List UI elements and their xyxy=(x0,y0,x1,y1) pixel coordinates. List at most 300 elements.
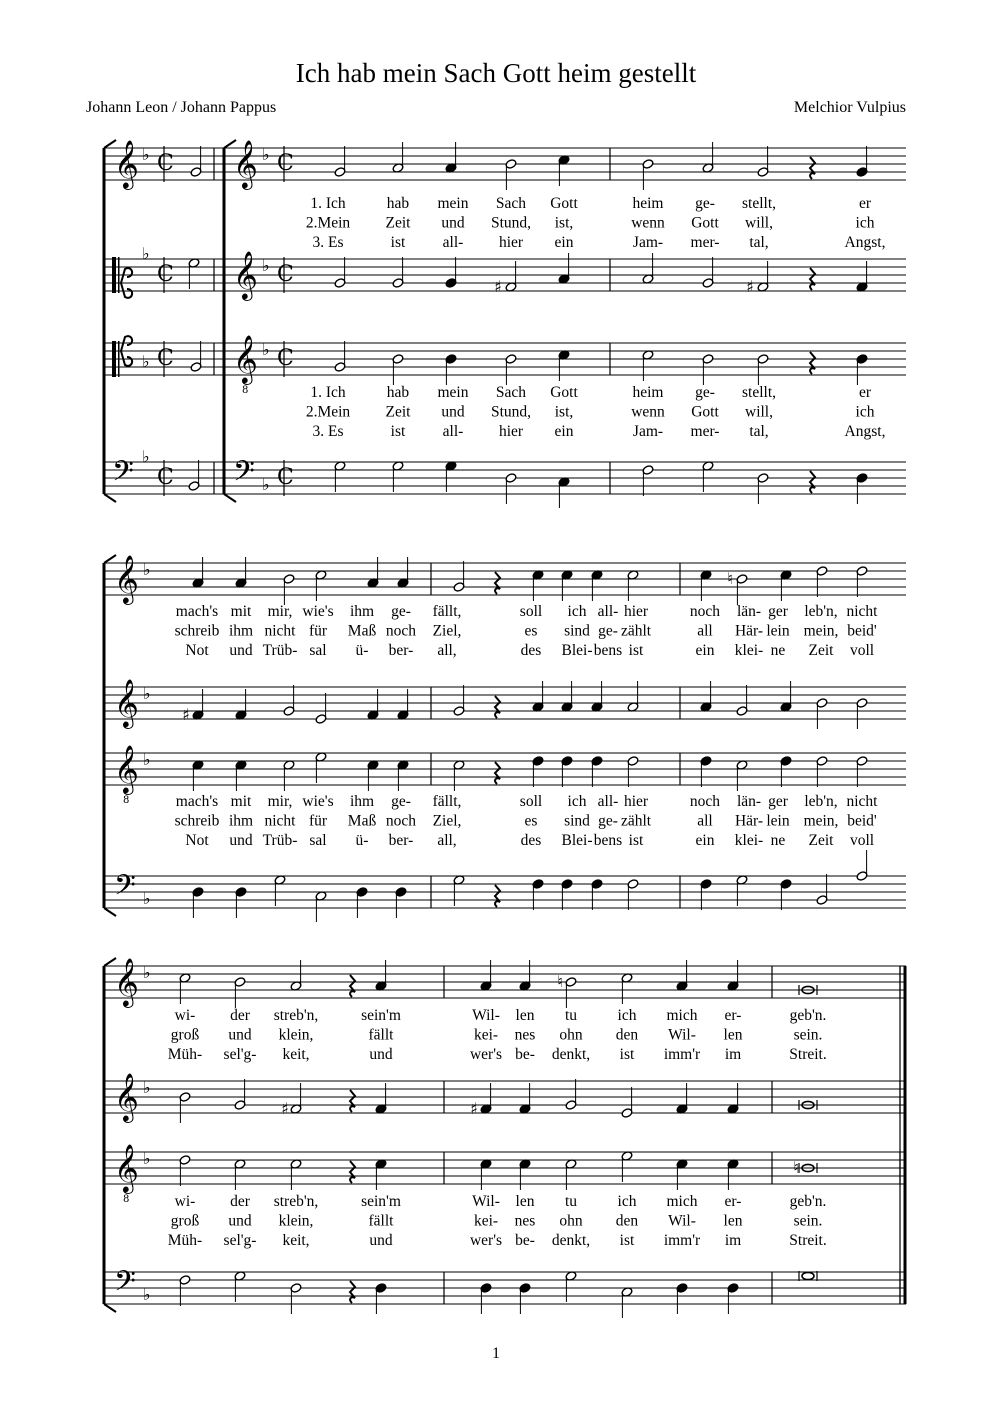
half-note xyxy=(334,146,346,177)
lyric-syllable: soll xyxy=(519,603,543,620)
quarter-note xyxy=(235,557,247,588)
svg-text:𝄞: 𝄞 xyxy=(114,139,139,188)
flat-key-signature: ♭ xyxy=(262,340,270,359)
lyric-syllable: noch xyxy=(689,793,721,810)
lyric-syllable: den xyxy=(615,1026,639,1044)
half-note xyxy=(642,253,654,284)
lyric-syllable: ich xyxy=(617,1193,637,1210)
sharp-sign: ♯ xyxy=(494,277,502,296)
lyric-syllable: Jam- xyxy=(632,234,664,251)
svg-text:C: C xyxy=(277,465,294,490)
half-note xyxy=(453,561,465,592)
sharp-sign: ♯ xyxy=(281,1099,289,1118)
svg-text:𝄞: 𝄞 xyxy=(233,334,258,383)
bracket-hook xyxy=(104,1304,116,1312)
lyric-syllable: mer- xyxy=(690,234,720,251)
lyric-syllable: mit xyxy=(230,603,252,620)
lyric-syllable: wer's xyxy=(469,1232,503,1249)
lyric-syllable: bens xyxy=(593,642,623,659)
lyric-syllable: groß xyxy=(170,1026,200,1044)
lyric-syllable: län- xyxy=(736,793,762,810)
lyric-syllable: keit, xyxy=(282,1046,310,1063)
quarter-note xyxy=(856,261,868,292)
lyric-syllable: es xyxy=(524,622,538,640)
lyric-syllable: Ziel, xyxy=(432,812,462,830)
lyric-syllable: 3. Es xyxy=(312,423,344,440)
lyric-syllable: ein xyxy=(695,832,715,849)
flat-key-signature: ♭ xyxy=(262,475,270,494)
half-note xyxy=(274,875,286,906)
lyric-syllable: hab xyxy=(386,384,410,401)
lyric-syllable: sal xyxy=(309,642,327,659)
lyric-syllable: im xyxy=(724,1232,742,1249)
quarter-note xyxy=(676,960,688,991)
lyric-syllable: län- xyxy=(736,603,762,620)
lyric-syllable: Blei- xyxy=(561,642,593,659)
half-note xyxy=(453,875,465,906)
half-note xyxy=(621,1087,633,1118)
lyric-syllable: noch xyxy=(385,622,417,640)
lyric-syllable: all- xyxy=(597,793,619,810)
half-note xyxy=(736,760,748,791)
lyric-syllable: streb'n, xyxy=(273,1193,319,1210)
quarter-note xyxy=(445,354,457,385)
lyric-syllable: Zeit xyxy=(385,403,411,421)
flat-key-signature: ♭ xyxy=(143,963,151,982)
lyric-syllable: Zeit xyxy=(808,642,834,659)
cut-time-signature xyxy=(277,460,294,496)
quarter-note xyxy=(445,461,457,492)
lyric-syllable: sal xyxy=(309,832,327,849)
lyric-syllable: hier xyxy=(498,423,524,440)
quarter-note xyxy=(480,960,492,991)
quarter-note xyxy=(591,756,603,787)
half-note xyxy=(856,698,868,729)
lyric-syllable: mich xyxy=(666,1193,698,1210)
sharp-sign: ♯ xyxy=(746,277,754,296)
quarter-note xyxy=(235,689,247,720)
lyric-syllable: mit xyxy=(230,793,252,810)
lyric-syllable: und xyxy=(229,642,253,659)
treble-clef xyxy=(114,554,139,605)
half-note xyxy=(736,574,748,605)
lyric-syllable: Gott xyxy=(550,195,578,212)
quarter-note xyxy=(591,681,603,712)
lyric-syllable: ge- xyxy=(391,603,411,620)
lyric-syllable: be- xyxy=(515,1232,535,1249)
lyric-syllable: nicht xyxy=(264,812,296,830)
lyric-syllable: mer- xyxy=(690,423,720,440)
sharp-sign: ♯ xyxy=(470,1099,478,1118)
lyric-syllable: fällt xyxy=(368,1212,394,1230)
lyric-syllable: zählt xyxy=(620,622,652,640)
svg-text:𝄞: 𝄞 xyxy=(233,139,258,188)
svg-text:𝄞: 𝄞 xyxy=(114,1072,139,1121)
bracket-hook xyxy=(224,494,236,502)
quarter-note xyxy=(727,960,739,991)
svg-text:C: C xyxy=(157,262,174,287)
quarter-note xyxy=(367,760,379,791)
half-note xyxy=(392,142,404,173)
treble-8-clef xyxy=(114,744,139,806)
half-note xyxy=(190,146,202,177)
lyric-syllable: mein, xyxy=(803,812,839,830)
half-note xyxy=(627,756,639,787)
natural-sign: ♮ xyxy=(557,972,563,991)
lyric-syllable: ihm xyxy=(349,603,375,620)
lyric-syllable: nicht xyxy=(846,603,878,620)
lyric-syllable: beid' xyxy=(847,622,877,640)
lyric-syllable: leb'n, xyxy=(804,793,838,810)
quarter-note xyxy=(397,557,409,588)
cut-time-signature xyxy=(157,146,174,182)
cut-time-signature xyxy=(157,341,174,377)
lyric-syllable: Angst, xyxy=(844,423,886,440)
quarter-note xyxy=(519,1283,531,1314)
lyric-syllable: mir, xyxy=(267,793,293,810)
quarter-note xyxy=(480,1159,492,1190)
half-note xyxy=(505,354,517,385)
lyric-syllable: nes xyxy=(514,1212,536,1230)
flat-key-signature: ♭ xyxy=(142,244,150,263)
lyric-syllable: voll xyxy=(849,832,875,849)
half-note xyxy=(702,354,714,385)
cut-time-signature xyxy=(277,146,294,182)
quarter-note xyxy=(397,760,409,791)
lyric-syllable: all, xyxy=(437,642,457,659)
quarter-note xyxy=(558,477,570,508)
half-note xyxy=(856,756,868,787)
quarter-note xyxy=(480,1283,492,1314)
quarter-note xyxy=(676,1159,688,1190)
half-note xyxy=(642,159,654,190)
lyric-syllable: 2.Mein xyxy=(305,403,351,421)
flat-key-signature: ♭ xyxy=(262,145,270,164)
lyric-syllable: für xyxy=(308,812,328,830)
lyric-syllable: wenn xyxy=(631,403,665,421)
quarter-note xyxy=(780,681,792,712)
svg-text:𝄢: 𝄢 xyxy=(114,869,136,909)
quarter-note xyxy=(591,570,603,601)
quarter-note xyxy=(780,879,792,910)
svg-text:𝄢: 𝄢 xyxy=(114,1265,136,1305)
lyric-syllable: imm'r xyxy=(663,1232,701,1249)
lyric-syllable: des xyxy=(520,642,542,659)
quarter-rest xyxy=(350,1281,355,1303)
quarter-note xyxy=(561,879,573,910)
half-note xyxy=(453,685,465,716)
lyric-syllable: und xyxy=(441,403,465,421)
lyric-syllable: ist xyxy=(390,234,406,251)
half-note xyxy=(757,473,769,504)
quarter-note xyxy=(480,1083,492,1114)
lyric-syllable: keit, xyxy=(282,1232,310,1249)
lyric-syllable: ihm xyxy=(349,793,375,810)
flat-key-signature: ♭ xyxy=(142,145,150,164)
lyric-syllable: Streit. xyxy=(789,1232,827,1249)
bracket-hook xyxy=(104,494,116,502)
lyric-syllable: ohn xyxy=(559,1212,583,1230)
half-note xyxy=(315,570,327,601)
lyric-syllable: hier xyxy=(498,234,524,251)
lyric-syllable: Jam- xyxy=(632,423,664,440)
lyric-syllable: ihm xyxy=(228,812,254,830)
lyric-syllable: Angst, xyxy=(844,234,886,251)
quarter-note xyxy=(532,681,544,712)
half-note xyxy=(816,698,828,729)
half-note xyxy=(315,891,327,922)
lyric-syllable: klein, xyxy=(278,1026,314,1044)
quarter-note xyxy=(397,689,409,720)
lyric-syllable: bens xyxy=(593,832,623,849)
half-note xyxy=(505,261,517,292)
lyric-syllable: ich xyxy=(855,214,875,232)
half-note xyxy=(627,570,639,601)
quarter-note xyxy=(700,879,712,910)
half-note xyxy=(234,1159,246,1190)
quarter-note xyxy=(780,570,792,601)
lyric-syllable: Maß xyxy=(347,812,377,830)
lyric-syllable: wi- xyxy=(174,1193,196,1210)
lyric-syllable: sel'g- xyxy=(223,1046,257,1063)
half-note xyxy=(702,142,714,173)
half-note xyxy=(283,760,295,791)
svg-text:C: C xyxy=(157,151,174,176)
lyric-syllable: kei- xyxy=(473,1212,499,1230)
lyric-syllable: schreib xyxy=(174,812,220,830)
half-note xyxy=(188,258,200,289)
lyric-syllable: len xyxy=(515,1007,535,1024)
svg-text:8: 8 xyxy=(123,1194,130,1205)
svg-text:𝄞: 𝄞 xyxy=(114,554,139,603)
lyric-syllable: noch xyxy=(385,812,417,830)
lyric-syllable: mich xyxy=(666,1007,698,1024)
quarter-note xyxy=(700,570,712,601)
lyric-syllable: für xyxy=(308,622,328,640)
lyric-syllable: voll xyxy=(849,642,875,659)
quarter-note xyxy=(356,887,368,918)
treble-clef xyxy=(114,678,139,729)
lyric-syllable: nicht xyxy=(846,793,878,810)
lyric-syllable: Här- xyxy=(734,622,764,640)
svg-text:𝄢: 𝄢 xyxy=(233,455,255,495)
lyric-syllable: Wil- xyxy=(668,1212,696,1230)
quarter-note xyxy=(532,756,544,787)
lyric-syllable: wie's xyxy=(302,603,334,620)
lyric-syllable: geb'n. xyxy=(789,1007,827,1024)
half-note xyxy=(188,460,200,491)
quarter-note xyxy=(561,756,573,787)
lyric-syllable: und xyxy=(441,214,465,232)
lyric-syllable: wenn xyxy=(631,214,665,232)
treble-clef xyxy=(233,139,258,190)
half-note xyxy=(334,461,346,492)
half-note xyxy=(179,973,191,1004)
lyric-syllable: ein xyxy=(554,234,574,251)
half-note xyxy=(315,752,327,783)
half-note xyxy=(283,574,295,605)
half-note xyxy=(621,973,633,1004)
half-note xyxy=(290,1083,302,1114)
lyric-syllable: lein xyxy=(766,622,790,640)
quarter-note xyxy=(591,879,603,910)
lyric-syllable: all- xyxy=(442,234,464,251)
half-note xyxy=(179,1092,191,1123)
svg-text:C: C xyxy=(157,465,174,490)
lyric-syllable: ich xyxy=(567,793,587,810)
treble-8-clef xyxy=(233,334,258,396)
lyric-syllable: und xyxy=(228,1212,252,1230)
lyric-syllable: ge- xyxy=(695,195,715,212)
lyric-syllable: ü- xyxy=(355,642,369,659)
half-note xyxy=(702,461,714,492)
quarter-note xyxy=(375,1159,387,1190)
c-clef xyxy=(112,336,132,377)
lyric-syllable: der xyxy=(230,1193,250,1210)
quarter-note xyxy=(519,960,531,991)
lyric-syllable: mir, xyxy=(267,603,293,620)
lyric-syllable: beid' xyxy=(847,812,877,830)
lyric-syllable: Stund, xyxy=(490,214,532,232)
lyric-syllable: lein xyxy=(766,812,790,830)
quarter-rest xyxy=(495,696,500,718)
flat-key-signature: ♭ xyxy=(262,256,270,275)
half-note xyxy=(856,850,868,881)
svg-text:8: 8 xyxy=(242,385,249,396)
quarter-note xyxy=(445,142,457,173)
lyric-syllable: nes xyxy=(514,1026,536,1044)
quarter-rest xyxy=(350,1090,355,1112)
half-note xyxy=(179,1155,191,1186)
half-note xyxy=(642,350,654,381)
lyric-syllable: zählt xyxy=(620,812,652,830)
lyric-syllable: all- xyxy=(442,423,464,440)
quarter-note xyxy=(727,1083,739,1114)
lyric-syllable: nicht xyxy=(264,622,296,640)
half-note xyxy=(702,257,714,288)
lyric-syllable: be- xyxy=(515,1046,535,1063)
quarter-note xyxy=(375,1083,387,1114)
half-note xyxy=(642,465,654,496)
lyric-syllable: 2.Mein xyxy=(305,214,351,232)
lyric-syllable: all, xyxy=(437,832,457,849)
treble-clef xyxy=(114,957,139,1008)
page-title: Ich hab mein Sach Gott heim gestellt xyxy=(295,58,697,88)
lyric-syllable: ich xyxy=(567,603,587,620)
lyric-syllable: hab xyxy=(386,195,410,212)
half-note xyxy=(757,146,769,177)
lyric-syllable: sind xyxy=(564,812,590,830)
lyric-syllable: heim xyxy=(632,384,664,401)
quarter-note xyxy=(700,756,712,787)
staff-system3-part3 xyxy=(104,1152,906,1184)
half-note xyxy=(621,1151,633,1182)
lyric-syllable: leb'n, xyxy=(804,603,838,620)
quarter-note xyxy=(561,681,573,712)
half-note xyxy=(453,760,465,791)
lyric-syllable: Wil- xyxy=(668,1026,696,1044)
half-note xyxy=(736,875,748,906)
lyric-syllable: len xyxy=(723,1212,743,1230)
lyric-syllable: klein, xyxy=(278,1212,314,1230)
half-note xyxy=(565,1159,577,1190)
half-note xyxy=(290,960,302,991)
svg-text:C: C xyxy=(277,262,294,287)
bass-clef xyxy=(112,455,134,495)
lyric-syllable: sind xyxy=(564,622,590,640)
bass-clef xyxy=(233,455,255,495)
lyric-syllable: noch xyxy=(689,603,721,620)
quarter-note xyxy=(367,557,379,588)
half-note xyxy=(234,977,246,1008)
lyric-syllable: all- xyxy=(597,603,619,620)
lyric-syllable: ge- xyxy=(391,793,411,810)
quarter-note xyxy=(676,1283,688,1314)
quarter-rest xyxy=(495,762,500,784)
quarter-note xyxy=(519,1159,531,1190)
lyric-syllable: und xyxy=(228,1026,252,1044)
lyric-syllable: len xyxy=(723,1026,743,1044)
flat-key-signature: ♭ xyxy=(143,1078,151,1097)
quarter-note xyxy=(558,253,570,284)
lyric-syllable: schreib xyxy=(174,622,220,640)
lyric-syllable: mein xyxy=(437,384,469,401)
svg-text:C: C xyxy=(277,346,294,371)
lyric-syllable: Müh- xyxy=(167,1046,203,1063)
treble-clef xyxy=(233,250,258,301)
lyric-syllable: wie's xyxy=(302,793,334,810)
quarter-note xyxy=(532,879,544,910)
half-note xyxy=(565,1079,577,1110)
lyric-syllable: im xyxy=(724,1046,742,1063)
quarter-note xyxy=(192,760,204,791)
lyric-syllable: ger xyxy=(768,603,788,620)
lyric-syllable: sein. xyxy=(793,1212,823,1230)
treble-clef xyxy=(114,1072,139,1123)
lyric-syllable: sein'm xyxy=(361,1007,401,1024)
lyric-syllable: ge- xyxy=(598,812,618,830)
bass-clef xyxy=(114,869,136,909)
lyric-syllable: tal, xyxy=(749,234,769,251)
half-note xyxy=(234,1079,246,1110)
quarter-note xyxy=(192,887,204,918)
lyric-syllable: wi- xyxy=(174,1007,196,1024)
lyric-syllable: Stund, xyxy=(490,403,532,421)
flat-key-signature: ♭ xyxy=(143,560,151,579)
quarter-note xyxy=(700,681,712,712)
half-note xyxy=(315,693,327,724)
lyric-syllable: 1. Ich xyxy=(310,195,346,212)
quarter-note xyxy=(727,1159,739,1190)
lyric-syllable: soll xyxy=(519,793,543,810)
lyric-syllable: Trüb- xyxy=(262,832,298,849)
composer-credit: Melchior Vulpius xyxy=(793,99,906,116)
natural-sign: ♮ xyxy=(793,1158,799,1177)
half-note xyxy=(234,1271,246,1302)
half-note xyxy=(392,354,404,385)
cut-time-signature xyxy=(277,257,294,293)
half-note xyxy=(392,461,404,492)
half-note xyxy=(565,977,577,1008)
lyric-syllable: ber- xyxy=(388,642,414,659)
lyric-syllable: fällt xyxy=(368,1026,394,1044)
lyric-syllable: ger xyxy=(768,793,788,810)
lyric-syllable: ihm xyxy=(228,622,254,640)
lyric-syllable: denkt, xyxy=(551,1232,591,1249)
lyric-syllable: geb'n. xyxy=(789,1193,827,1210)
lyric-syllable: tal, xyxy=(749,423,769,440)
half-note xyxy=(757,354,769,385)
